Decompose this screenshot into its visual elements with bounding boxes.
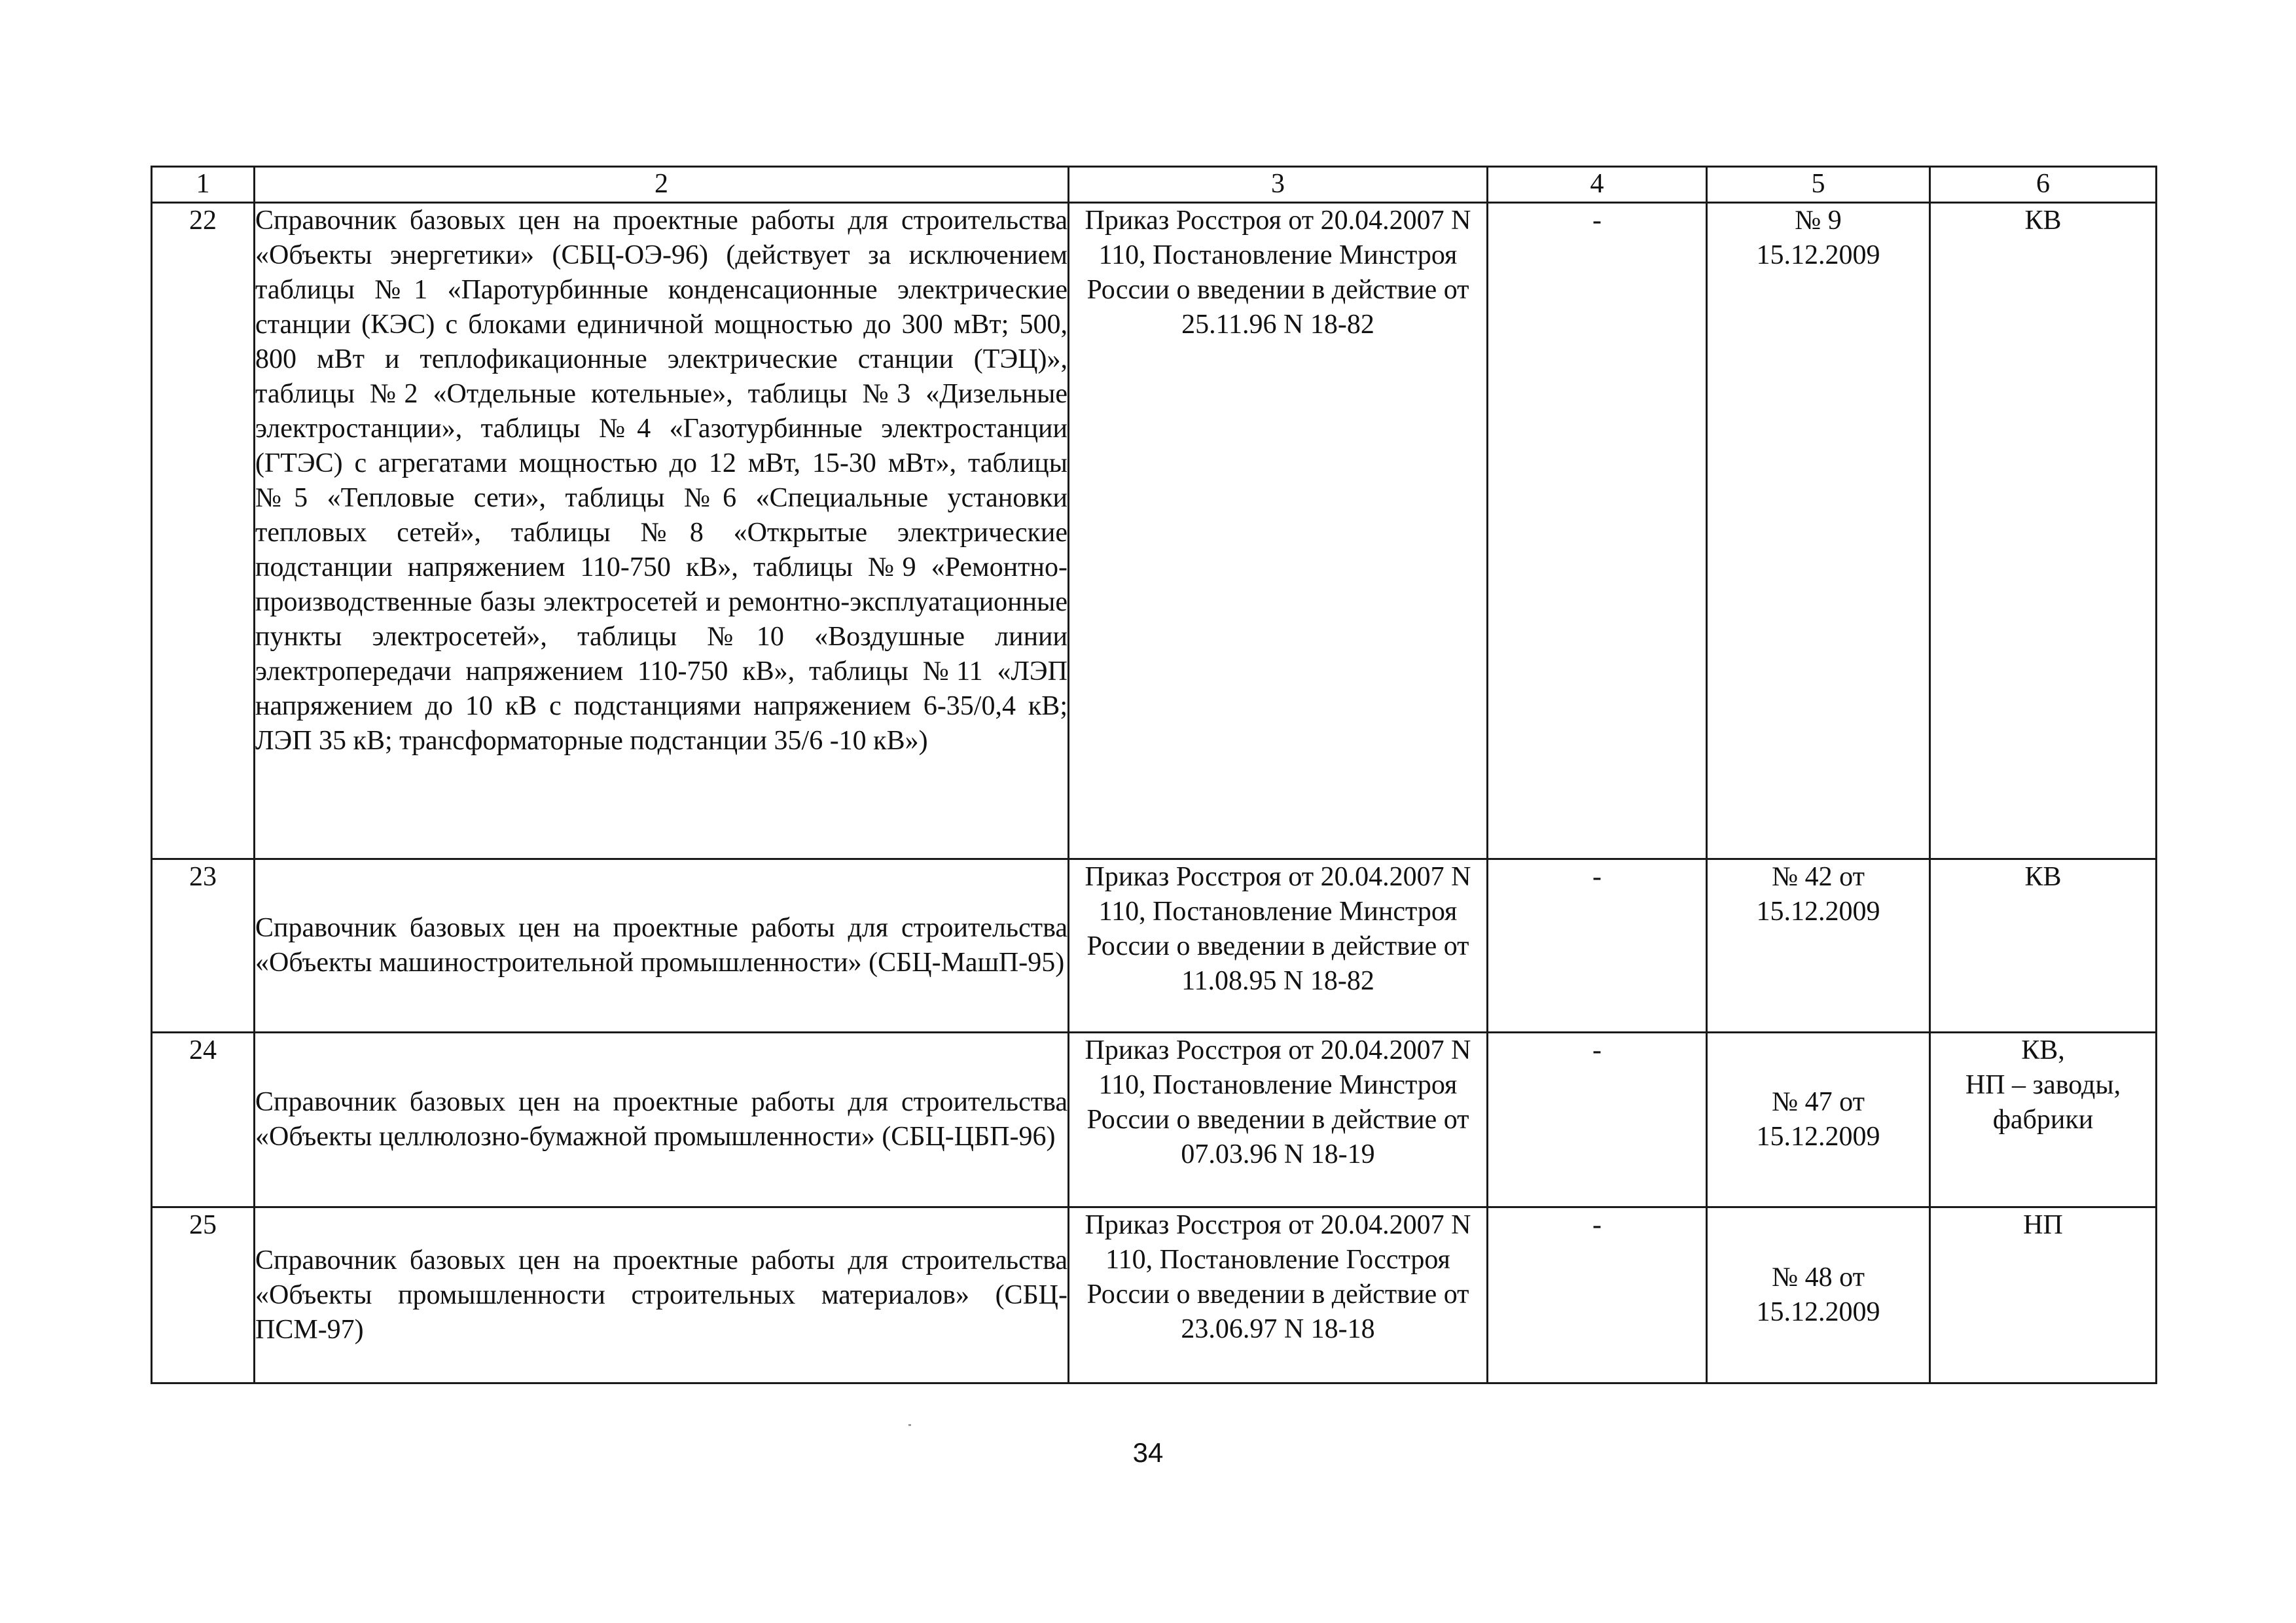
column-header: 6 bbox=[1930, 167, 2157, 203]
category-value: НП – заводы, bbox=[1965, 1070, 2121, 1100]
row-number: 22 bbox=[152, 203, 255, 859]
column-4-value: - bbox=[1488, 1207, 1707, 1383]
letter-reference bbox=[1707, 859, 1930, 1033]
table-row bbox=[152, 1207, 2157, 1383]
letter-reference bbox=[1707, 1207, 1930, 1383]
reference-description: Справочник базовых цен на проектные работы для строительства «Объекты промышленности строительных материалов» (СБЦ-ПСМ-97) bbox=[255, 1207, 1069, 1383]
column-header: 5 bbox=[1707, 167, 1930, 203]
category-value: НП bbox=[2023, 1210, 2063, 1240]
regulations-table bbox=[151, 166, 2157, 1384]
category-value: фабрики bbox=[1992, 1105, 2094, 1135]
row-number: 24 bbox=[152, 1033, 255, 1207]
category-value: КВ bbox=[2024, 205, 2062, 236]
reference-description: Справочник базовых цен на проектные работы для строительства «Объекты энергетики» (СБЦ-ОЭ-96) (действует за исключением таблицы №1 «Паротурбинные конденсационные электрические станции (КЭС) с блоками единичной мощностью до 300 мВт; 500, 800 мВт и теплофикационные электрические станции (ТЭЦ)», таблицы №2 «Отдельные котельные», таблицы №3 «Дизельные электростанции», таблицы №4 «Газотурбинные электростанции (ГТЭС) с агрегатами мощностью до 12 мВт, 15-30 мВт», таблицы №5 «Тепловые сети», таблицы №6 «Специальные установки тепловых сетей», таблицы №8 «Открытые электрические подстанции напряжением 110-750 кВ», таблицы №9 «Ремонтно-производственные базы электросетей и ремонтно-эксплуатационные пункты электросетей», таблицы №10 «Воздушные линии электропередачи напряжением 110-750 кВ», таблицы №11 «ЛЭП напряжением до 10 кВ с подстанциями напряжением 6-35/0,4 кВ; ЛЭП 35 кВ; трансформаторные подстанции 35/6 -10 кВ») bbox=[255, 203, 1069, 859]
letter-number: № 48 от bbox=[1772, 1262, 1865, 1293]
letter-reference bbox=[1707, 1033, 1930, 1207]
table-row bbox=[152, 859, 2157, 1033]
letter-number: № 42 от bbox=[1772, 862, 1865, 892]
approval-order: Приказ Росстроя от 20.04.2007 N 110, Постановление Госстроя России о введении в действие от 23.06.97 N 18-18 bbox=[1069, 1207, 1488, 1383]
letter-date: 15.12.2009 bbox=[1756, 1122, 1880, 1152]
column-header: 1 bbox=[152, 167, 255, 203]
approval-order: Приказ Росстроя от 20.04.2007 N 110, Постановление Минстроя России о введении в действие от 07.03.96 N 18-19 bbox=[1069, 1033, 1488, 1207]
column-4-value: - bbox=[1488, 859, 1707, 1033]
page-number: 34 bbox=[1132, 1437, 1164, 1468]
scan-speck bbox=[908, 1424, 911, 1426]
column-header: 3 bbox=[1069, 167, 1488, 203]
letter-date: 15.12.2009 bbox=[1756, 897, 1880, 927]
category-cell bbox=[1930, 203, 2157, 859]
row-number: 23 bbox=[152, 859, 255, 1033]
category-cell bbox=[1930, 1207, 2157, 1383]
reference-description: Справочник базовых цен на проектные работы для строительства «Объекты целлюлозно-бумажной промышленности» (СБЦ-ЦБП-96) bbox=[255, 1033, 1069, 1207]
row-number: 25 bbox=[152, 1207, 255, 1383]
table-row bbox=[152, 203, 2157, 859]
category-value: КВ, bbox=[2021, 1035, 2065, 1065]
table-row bbox=[152, 1033, 2157, 1207]
reference-description: Справочник базовых цен на проектные работы для строительства «Объекты машиностроительной промышленности» (СБЦ-МашП-95) bbox=[255, 859, 1069, 1033]
letter-reference bbox=[1707, 203, 1930, 859]
column-header: 4 bbox=[1488, 167, 1707, 203]
table-header-row bbox=[152, 167, 2157, 203]
category-cell bbox=[1930, 859, 2157, 1033]
column-header: 2 bbox=[255, 167, 1069, 203]
approval-order: Приказ Росстроя от 20.04.2007 N 110, Постановление Минстроя России о введении в действие от 11.08.95 N 18-82 bbox=[1069, 859, 1488, 1033]
letter-number: № 9 bbox=[1795, 205, 1842, 236]
column-4-value: - bbox=[1488, 203, 1707, 859]
letter-number: № 47 от bbox=[1772, 1087, 1865, 1117]
approval-order: Приказ Росстроя от 20.04.2007 N 110, Постановление Минстроя России о введении в действие от 25.11.96 N 18-82 bbox=[1069, 203, 1488, 859]
letter-date: 15.12.2009 bbox=[1756, 1297, 1880, 1327]
letter-date: 15.12.2009 bbox=[1756, 240, 1880, 270]
category-value: КВ bbox=[2024, 862, 2062, 892]
column-4-value: - bbox=[1488, 1033, 1707, 1207]
category-cell bbox=[1930, 1033, 2157, 1207]
